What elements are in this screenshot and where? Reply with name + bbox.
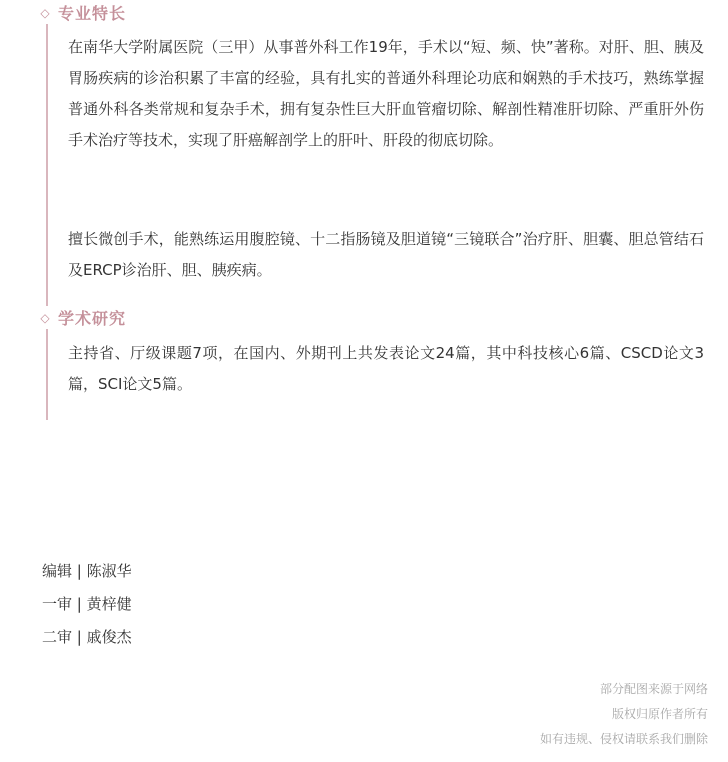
credit-name: 陈淑华 [86,562,132,580]
specialty-paragraph-1: 在南华大学附属医院（三甲）从事普外科工作19年，手术以“短、频、快”著称。对肝、胆、胰及胃肠疾病的诊治积累了丰富的经验，具有扎实的普通外科理论功底和娴熟的手术技巧，熟练掌握普通外科各类常规和复杂手术，拥有复杂性巨大肝血管瘤切除、解剖性精准肝切除、严重肝外伤手术治疗等技术，实现了肝癌解剖学上的肝叶、肝段的彻底切除。 [68,38,704,149]
credit-role: 二审 [42,628,73,646]
footer-line-image-source: 部分配图来源于网络 [599,682,708,696]
section-title-research: 学术研究 [58,309,127,328]
credits-block [42,555,132,654]
copyright-footer [540,677,708,752]
footer-line-copyright: 版权归原作者所有 [611,707,708,721]
credit-row-first-review [42,588,132,621]
diamond-icon: ◇ [40,310,50,325]
credit-separator: | [76,628,82,646]
section-header-research [40,306,130,329]
timeline-vertical-line [46,14,48,420]
footer-line-contact: 如有违规、侵权请联系我们删除 [539,732,708,746]
credit-row-editor [42,555,132,588]
credit-name: 戚俊杰 [86,628,132,646]
credit-separator: | [76,562,82,580]
section-title-specialty: 专业特长 [58,4,127,23]
diamond-icon: ◇ [40,5,50,20]
research-paragraph: 主持省、厅级课题7项，在国内、外期刊上共发表论文24篇，其中科技核心6篇、CSCD论文3篇，SCI论文5篇。 [68,344,704,393]
credit-name: 黄梓健 [86,595,132,613]
credit-role: 一审 [42,595,73,613]
specialty-paragraph-2: 擅长微创手术，能熟练运用腹腔镜、十二指肠镜及胆道镜“三镜联合”治疗肝、胆囊、胆总管结石及ERCP诊治肝、胆、胰疾病。 [68,230,704,279]
section-header-specialty [40,1,130,24]
credit-row-second-review [42,621,132,654]
credit-separator: | [76,595,82,613]
credit-role: 编辑 [42,562,73,580]
